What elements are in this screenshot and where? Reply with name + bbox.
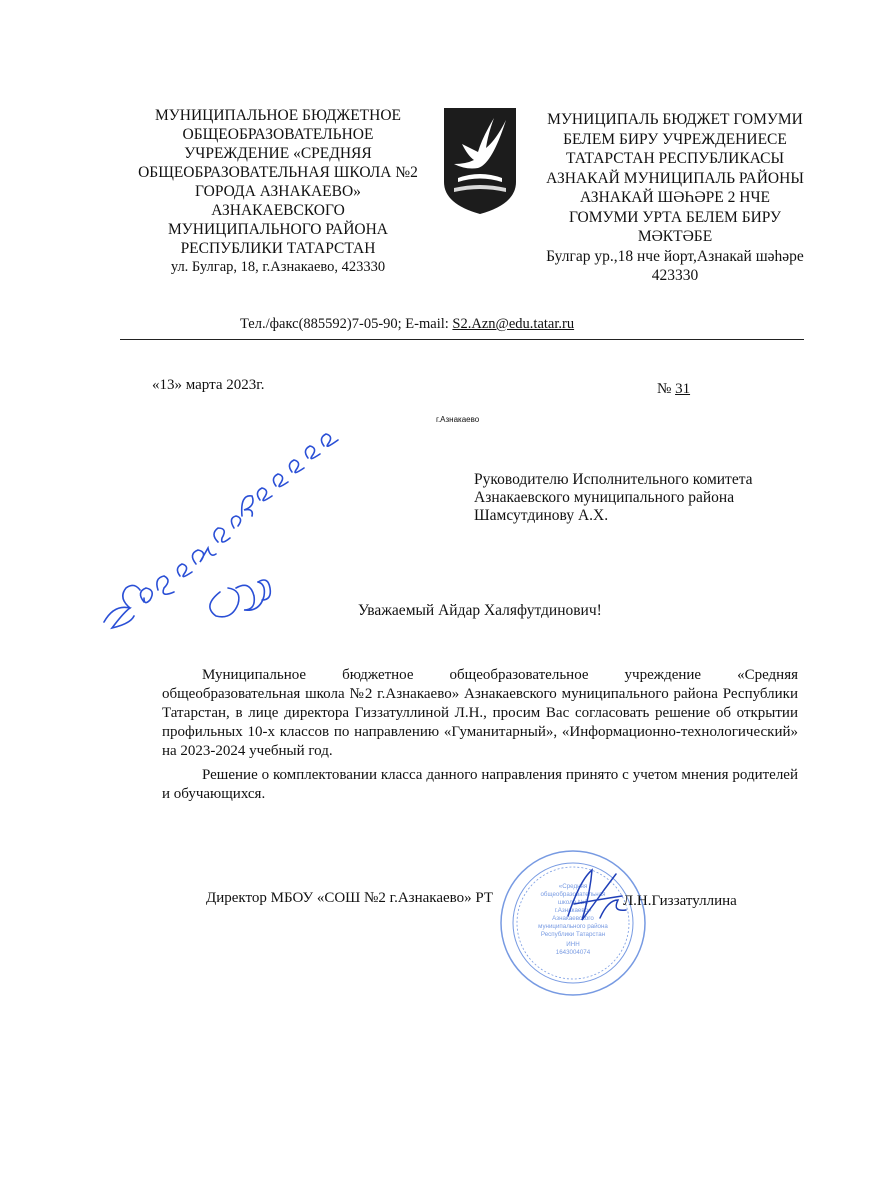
letter-number-prefix: № xyxy=(657,381,676,397)
contacts-line xyxy=(240,316,700,333)
letter-body xyxy=(162,666,798,809)
stamp-line: г.Азнакаево» xyxy=(554,907,592,914)
header-right-line: ГОМУМИ УРТА БЕЛЕМ БИРУ xyxy=(568,208,782,226)
header-left-block xyxy=(118,106,438,277)
body-paragraph: Муниципальное бюджетное общеобразовательное учреждение «Средняя общеобразовательная школа №2 г.Азнакаево» Азнакаевского муниципального района Республики Татарстан, в лице директора Гиззатуллиной Л.Н., просим Вас согласовать решение об открытии профильных 10-х классов по направлению «Гуманитарный», «Информационно-технологический» на 2023-2024 учебный год. xyxy=(162,667,798,759)
header-left-line: ГОРОДА АЗНАКАЕВО» xyxy=(195,183,361,200)
header-left-line: УЧРЕЖДЕНИЕ «СРЕДНЯЯ xyxy=(184,145,372,162)
addressee-line: Шамсутдинову А.Х. xyxy=(474,507,609,524)
letter-number-value: 31 xyxy=(675,381,691,397)
signatory-name: Л.Н.Гиззатуллина xyxy=(623,893,737,909)
stamp-line: 1643004074 xyxy=(555,949,591,956)
eagle-emblem-icon xyxy=(440,104,520,216)
stamp-line: школа №2 xyxy=(558,899,588,906)
header-right-block xyxy=(530,110,820,286)
header-left-line: АЗНАКАЕВСКОГО xyxy=(211,202,345,219)
stamp-line: муниципального района xyxy=(538,923,608,930)
header-right-line: АЗНАКАЙ ШӘҺӘРЕ 2 НЧЕ xyxy=(580,189,770,206)
header-right-line: МӘКТӘБЕ xyxy=(637,228,713,245)
stamp-line: «Средняя xyxy=(558,883,588,890)
header-left-line: МУНИЦИПАЛЬНОЕ БЮДЖЕТНОЕ xyxy=(155,107,401,124)
email-link[interactable]: S2.Azn@edu.tatar.ru xyxy=(452,316,575,332)
handwritten-signature xyxy=(560,860,640,930)
header-left-line: МУНИЦИПАЛЬНОГО РАЙОНА xyxy=(168,221,388,238)
header-left-line: ОБЩЕОБРАЗОВАТЕЛЬНОЕ xyxy=(182,126,374,143)
header-divider xyxy=(120,339,804,340)
signatory-title: Директор МБОУ «СОШ №2 г.Азнакаево» РТ xyxy=(206,890,494,906)
stamp-line: Республики Татарстан xyxy=(540,931,606,938)
addressee-line: Руководителю Исполнительного комитета xyxy=(474,471,753,488)
body-paragraph: Решение о комплектовании класса данного направления принято с учетом мнения родителей и обучающихся. xyxy=(162,767,798,802)
stamp-line: Азнакаевского xyxy=(552,915,594,922)
header-right-line: АЗНАКАЙ МУНИЦИПАЛЬ РАЙОНЫ xyxy=(546,169,804,187)
handwritten-approval-mark xyxy=(100,412,360,642)
letter-number xyxy=(657,381,690,398)
header-right-address: Булгар ур.,18 нче йорт,Азнакай шәһәре xyxy=(546,247,804,265)
header-right-line: ТАТАРСТАН РЕСПУБЛИКАСЫ xyxy=(566,150,784,167)
greeting: Уважаемый Айдар Халяфутдинович! xyxy=(358,602,602,619)
header-left-line: РЕСПУБЛИКИ ТАТАРСТАН xyxy=(180,240,376,257)
stamp-line: ИНН xyxy=(566,941,580,948)
letter-city: г.Азнакаево xyxy=(436,415,480,424)
header-left-line: ОБЩЕОБРАЗОВАТЕЛЬНАЯ ШКОЛА №2 xyxy=(138,164,418,181)
stamp-line: общеобразовательная xyxy=(540,891,606,898)
letter-date: «13» марта 2023г. xyxy=(152,377,265,393)
header-right-line: МУНИЦИПАЛЬ БЮДЖЕТ ГОМУМИ xyxy=(547,111,803,128)
header-right-line: БЕЛЕМ БИРУ УЧРЕЖДЕНИЕСЕ xyxy=(563,130,787,148)
contacts-phone: Тел./факс(885592)7-05-90; E-mail: xyxy=(240,316,453,332)
addressee-line: Азнакаевского муниципального района xyxy=(474,489,735,506)
addressee-block xyxy=(474,471,814,525)
header-left-address: ул. Булгар, 18, г.Азнакаево, 423330 xyxy=(170,259,386,275)
header-right-postcode: 423330 xyxy=(651,267,699,284)
